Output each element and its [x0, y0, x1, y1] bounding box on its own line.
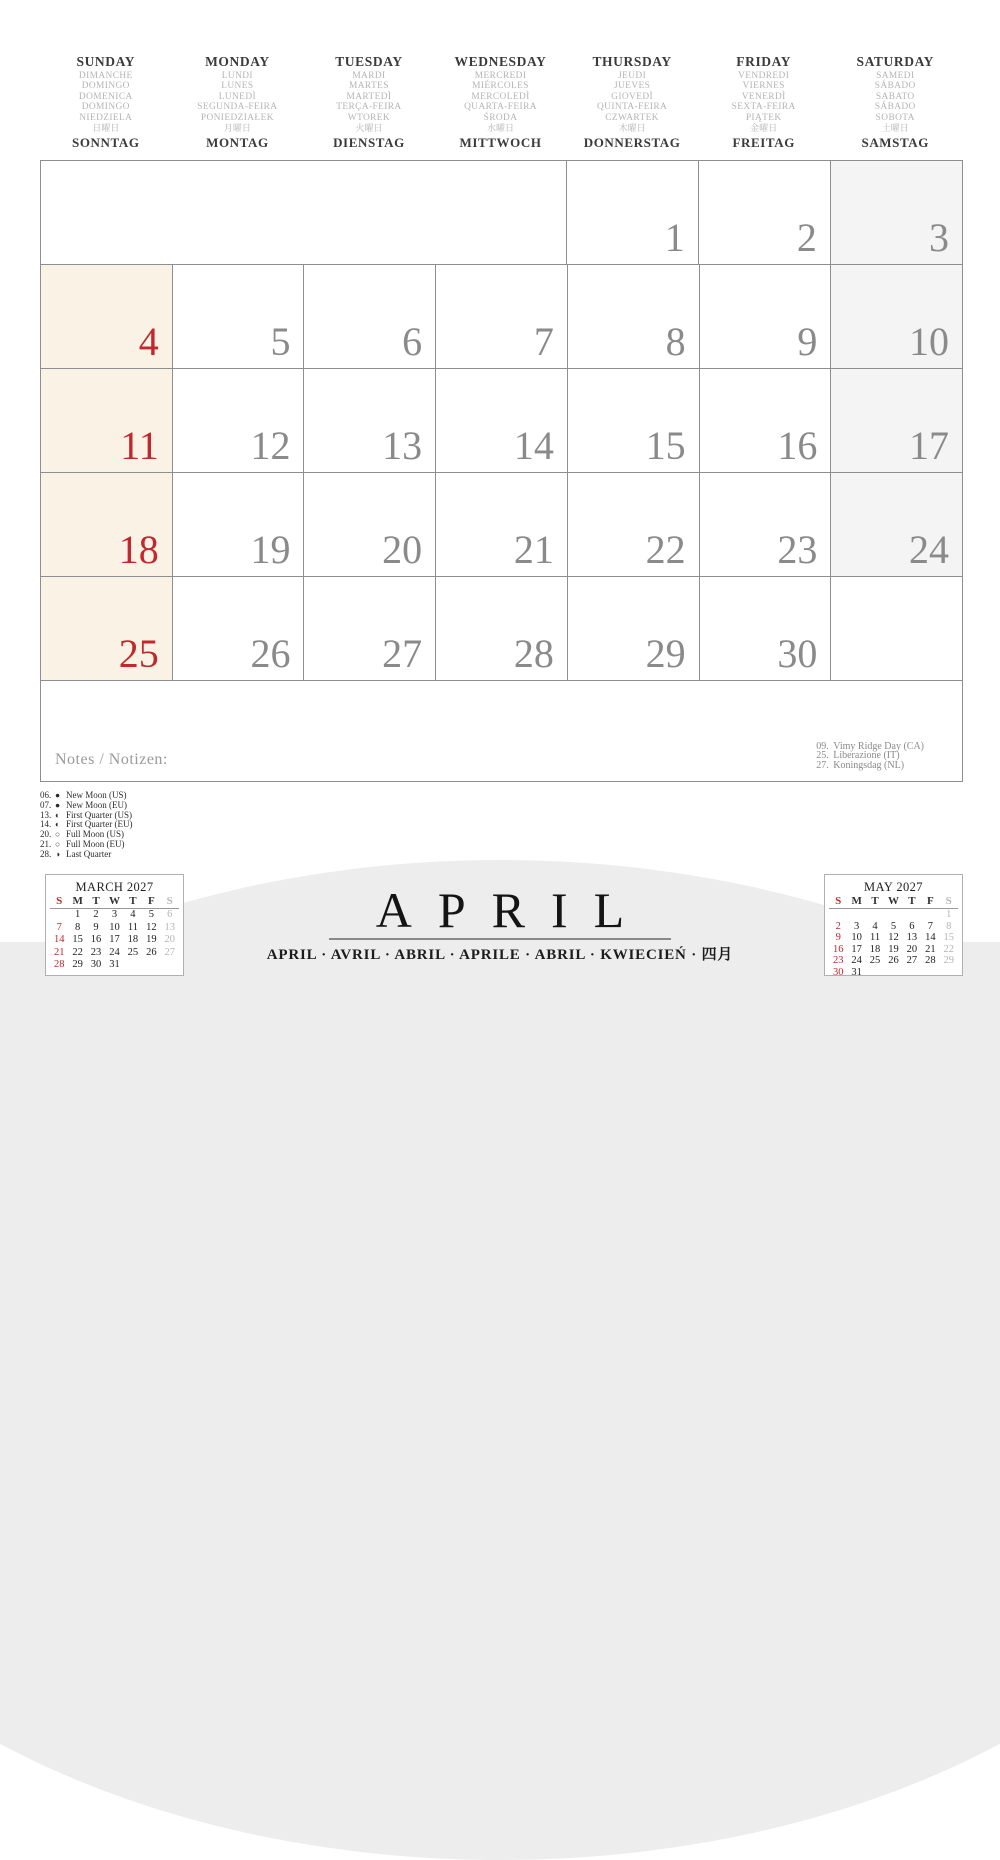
- mini-day: 12: [146, 921, 157, 933]
- title-divider: [329, 938, 671, 940]
- mini-day: 4: [872, 920, 878, 932]
- weekday-translation-label: QUINTA-FEIRA: [597, 102, 668, 113]
- weekday-translation-label: MARTES: [349, 81, 389, 92]
- weekday-german-label: SONNTAG: [72, 135, 140, 151]
- weekday-german-label: SAMSTAG: [861, 135, 930, 151]
- moon-phase-day: 13.: [40, 809, 52, 820]
- mini-day: 15: [72, 934, 83, 946]
- weekday-japanese-label: 火曜日: [355, 123, 383, 134]
- mini-day: 28: [925, 955, 936, 967]
- mini-dow-label: S: [166, 895, 173, 907]
- mini-day: 1: [946, 909, 952, 920]
- holiday-item: [816, 761, 924, 771]
- weekday-translation-label: QUARTA-FEIRA: [464, 102, 537, 113]
- mini-day: 28: [53, 959, 65, 971]
- mini-day: 10: [851, 932, 862, 944]
- mini-day: 18: [869, 943, 881, 955]
- mini-day: 24: [851, 955, 862, 967]
- mini-day: 23: [90, 946, 102, 958]
- weekday-japanese-label: 土曜日: [881, 123, 909, 134]
- weekday-translation-label: NIEDZIELA: [79, 112, 133, 123]
- mini-week-row: [50, 959, 179, 972]
- mini-dow-label: F: [147, 895, 155, 907]
- date-number: 7: [533, 319, 554, 364]
- holiday-day: 25.: [816, 750, 829, 762]
- mini-day: 6: [909, 920, 915, 932]
- mini-day: 12: [888, 932, 899, 944]
- moon-phase-icon: ●: [55, 799, 61, 810]
- date-number: 20: [382, 527, 423, 572]
- day-cell-17: [830, 369, 962, 472]
- day-cell-10: [830, 265, 962, 368]
- day-cell-9: [699, 265, 831, 368]
- date-number: 17: [909, 423, 950, 468]
- moon-phase-day: 28.: [40, 848, 52, 859]
- weekday-header-thursday: [566, 55, 698, 150]
- week-row: [41, 264, 962, 368]
- weekday-translation-label: WTOREK: [347, 112, 391, 123]
- mini-day: 9: [93, 921, 99, 933]
- mini-day-empty: [884, 909, 902, 921]
- moon-phase-name: First Quarter (US): [66, 809, 132, 820]
- mini-week-row: [50, 947, 179, 960]
- moon-phase-legend: [40, 791, 132, 860]
- weekday-primary-label: FRIDAY: [736, 54, 792, 69]
- date-number: 8: [665, 319, 686, 364]
- date-number: 28: [513, 631, 554, 676]
- mini-day-empty: [903, 967, 921, 979]
- moon-phase-icon: ◑: [55, 848, 61, 859]
- weekday-translation-label: SAMEDI: [876, 71, 915, 81]
- day-cell-24: [830, 473, 962, 576]
- day-cell-3: [830, 161, 962, 264]
- mini-day: 31: [109, 959, 120, 971]
- weekday-translation-label: TERÇA-FEIRA: [336, 102, 402, 113]
- holiday-name: Koningsdag (NL): [833, 760, 905, 772]
- weekday-header-friday: [698, 55, 830, 150]
- weekday-japanese-label: 水曜日: [487, 123, 515, 134]
- weekday-header-row: [40, 55, 961, 150]
- mini-day: 9: [835, 932, 841, 944]
- moon-phase-item: [40, 850, 132, 860]
- moon-phase-name: Full Moon (US): [66, 829, 125, 840]
- mini-day-empty: [847, 909, 865, 921]
- weekday-translation-label: JUEVES: [613, 81, 651, 92]
- week-row: [41, 576, 962, 680]
- mini-day: 14: [925, 932, 936, 944]
- mini-calendar-march: [45, 874, 184, 976]
- mini-day: 29: [943, 955, 954, 967]
- month-title: APRIL: [375, 882, 651, 938]
- day-cell-11: [41, 369, 172, 472]
- mini-day: 21: [53, 946, 65, 958]
- weekday-translation-label: PONIEDZIAŁEK: [200, 112, 274, 123]
- weekday-translation-label: GIOVEDÌ: [611, 91, 654, 102]
- mini-dow-label: W: [108, 895, 120, 907]
- mini-day: 16: [90, 934, 102, 946]
- mini-day: 26: [888, 955, 899, 967]
- date-number: 30: [777, 631, 818, 676]
- mini-day: 3: [854, 920, 860, 932]
- moon-phase-icon: ●: [55, 790, 61, 800]
- week-row: [41, 161, 962, 264]
- mini-day: 25: [127, 946, 139, 958]
- date-number: 19: [250, 527, 291, 572]
- date-number: 15: [645, 423, 686, 468]
- mini-week-row: [829, 944, 958, 956]
- day-cell-15: [567, 369, 699, 472]
- mini-dow-label: M: [72, 895, 83, 907]
- date-number: 10: [909, 319, 950, 364]
- day-cell-26: [172, 577, 304, 680]
- mini-calendar-dow-row: [50, 895, 179, 909]
- mini-dow-label: S: [945, 895, 952, 907]
- mini-day: 25: [869, 955, 881, 967]
- weekday-translation-label: ŚRODA: [483, 112, 518, 123]
- date-number: 16: [777, 423, 818, 468]
- date-number: 24: [909, 527, 950, 572]
- weekday-translation-label: MARTEDÌ: [346, 91, 392, 102]
- mini-day: 17: [851, 943, 862, 955]
- moon-phase-name: New Moon (EU): [66, 799, 127, 810]
- weekday-primary-label: THURSDAY: [592, 54, 672, 69]
- weekday-translation-label: SEXTA-FEIRA: [731, 102, 796, 113]
- weekday-header-saturday: [829, 55, 961, 150]
- weekday-header-tuesday: [303, 55, 435, 150]
- mini-week-row: [829, 921, 958, 933]
- weekday-translation-label: MIÉRCOLES: [472, 81, 529, 92]
- date-number: 6: [402, 319, 423, 364]
- moon-phase-day: 21.: [40, 838, 52, 849]
- mini-day-empty: [866, 909, 884, 921]
- day-cell-30: [699, 577, 831, 680]
- mini-day-empty: [921, 967, 939, 979]
- date-number: 21: [513, 527, 554, 572]
- date-number: 12: [250, 423, 291, 468]
- mini-week-row: [829, 967, 958, 979]
- weekday-translation-label: SÁBADO: [874, 102, 916, 113]
- date-number: 13: [382, 423, 423, 468]
- mini-day: 11: [869, 932, 881, 944]
- weekday-japanese-label: 月曜日: [223, 123, 251, 134]
- moon-phase-icon: ◐: [55, 819, 61, 830]
- day-cell-12: [172, 369, 304, 472]
- date-number: 9: [797, 319, 818, 364]
- mini-week-row: [829, 909, 958, 921]
- date-number: 18: [118, 527, 159, 572]
- mini-dow-label: F: [926, 895, 934, 907]
- moon-phase-icon: ○: [55, 829, 61, 840]
- mini-day: 3: [111, 909, 118, 920]
- mini-day: 13: [906, 932, 918, 944]
- mini-day: 27: [906, 955, 918, 967]
- weekday-japanese-label: 金曜日: [750, 123, 778, 134]
- day-cell-21: [435, 473, 567, 576]
- mini-day: 21: [925, 943, 936, 955]
- holiday-day: 27.: [816, 760, 829, 772]
- date-number: 22: [645, 527, 686, 572]
- moon-phase-day: 20.: [40, 829, 52, 840]
- date-number: 26: [250, 631, 291, 676]
- mini-day-empty: [161, 959, 179, 972]
- day-cell-18: [41, 473, 172, 576]
- mini-day: 18: [127, 934, 139, 946]
- mini-dow-label: T: [908, 895, 916, 907]
- moon-phase-name: Last Quarter: [66, 848, 112, 859]
- mini-day-empty: [884, 967, 902, 979]
- moon-phase-day: 07.: [40, 799, 52, 810]
- moon-phase-icon: ◐: [55, 809, 61, 820]
- mini-day: 19: [146, 934, 157, 946]
- mini-dow-label: M: [851, 895, 862, 907]
- weekday-translation-label: MARDI: [352, 71, 386, 81]
- mini-dow-label: S: [56, 895, 63, 907]
- weekday-primary-label: WEDNESDAY: [454, 54, 547, 69]
- weekday-translation-label: LUNEDÌ: [218, 91, 257, 102]
- week-row: [41, 472, 962, 576]
- mini-day: 30: [832, 966, 844, 978]
- mini-day: 14: [53, 934, 65, 946]
- mini-dow-label: T: [92, 895, 100, 907]
- mini-day: 23: [832, 955, 844, 967]
- mini-day: 27: [164, 946, 175, 958]
- weekday-translation-label: DIMANCHE: [78, 71, 133, 81]
- notes-row: [41, 680, 962, 781]
- mini-dow-label: T: [129, 895, 137, 907]
- weekday-translation-label: VENDREDI: [738, 71, 790, 81]
- mini-day: 2: [835, 920, 841, 932]
- weekday-translation-label: MERCREDI: [474, 71, 527, 81]
- mini-day: 5: [890, 920, 897, 932]
- moon-phase-name: Full Moon (EU): [66, 838, 125, 849]
- moon-phase-name: First Quarter (EU): [66, 819, 133, 830]
- holiday-name: Liberazione (IT): [833, 750, 900, 762]
- day-cell-27: [303, 577, 435, 680]
- mini-day: 2: [93, 909, 99, 920]
- weekday-translation-label: LUNES: [221, 81, 254, 92]
- weekday-german-label: DONNERSTAG: [583, 135, 681, 151]
- holiday-name: Vimy Ridge Day (CA): [833, 740, 924, 752]
- mini-week-row: [50, 922, 179, 935]
- holiday-list: [816, 742, 924, 771]
- mini-day-empty: [903, 909, 921, 921]
- mini-day-empty: [940, 967, 958, 979]
- moon-phase-icon: ○: [55, 838, 61, 849]
- weekday-japanese-label: 木曜日: [618, 123, 646, 134]
- mini-day-empty: [921, 909, 939, 921]
- day-cell-25: [41, 577, 172, 680]
- mini-day: 20: [906, 943, 918, 955]
- day-cell-4: [41, 265, 172, 368]
- mini-calendar-may: [824, 874, 963, 976]
- empty-day-cell: [830, 577, 962, 680]
- mini-day: 4: [130, 909, 136, 920]
- moon-phase-day: 14.: [40, 819, 52, 830]
- date-number: 2: [796, 215, 817, 260]
- weekday-primary-label: SATURDAY: [856, 54, 935, 69]
- weekday-header-sunday: [40, 55, 172, 150]
- mini-day: 30: [90, 959, 102, 971]
- day-cell-28: [435, 577, 567, 680]
- mini-day-empty: [829, 909, 847, 921]
- day-cell-6: [303, 265, 435, 368]
- mini-day: 16: [832, 943, 844, 955]
- day-cell-29: [567, 577, 699, 680]
- date-number: 27: [382, 631, 423, 676]
- mini-day: 17: [109, 934, 120, 946]
- day-cell-1: [566, 161, 698, 264]
- mini-calendar-dow-row: [829, 895, 958, 909]
- weekday-translation-label: CZWARTEK: [605, 112, 659, 123]
- date-number: 23: [777, 527, 818, 572]
- mini-day: 13: [164, 921, 175, 933]
- date-number: 25: [118, 631, 159, 676]
- mini-day-empty: [142, 959, 160, 972]
- weekday-translation-label: MERCOLEDÌ: [471, 91, 530, 102]
- moon-phase-day: 06.: [40, 790, 52, 800]
- mini-day: 22: [72, 946, 83, 958]
- notes-label: Notes / Notizen:: [55, 751, 168, 768]
- mini-calendar-title: MAY 2027: [864, 880, 923, 894]
- mini-day-empty: [866, 967, 884, 979]
- mini-day: 7: [927, 920, 933, 932]
- date-number: 14: [513, 423, 554, 468]
- weekday-german-label: MITTWOCH: [459, 135, 542, 151]
- weekday-japanese-label: 日曜日: [92, 123, 120, 134]
- date-number: 4: [138, 319, 159, 364]
- day-cell-14: [435, 369, 567, 472]
- week-row: [41, 368, 962, 472]
- holiday-day: 09.: [816, 740, 829, 752]
- mini-calendar-title: MARCH 2027: [75, 880, 154, 894]
- leading-empty-cell: [41, 161, 566, 264]
- day-cell-2: [698, 161, 830, 264]
- mini-day: 1: [75, 909, 81, 920]
- mini-dow-label: S: [835, 895, 842, 907]
- weekday-translation-label: JEUDI: [618, 71, 647, 81]
- mini-dow-label: T: [871, 895, 879, 907]
- mini-day: 8: [75, 921, 81, 933]
- mini-week-row: [829, 932, 958, 944]
- day-cell-23: [699, 473, 831, 576]
- mini-day: 10: [109, 921, 120, 933]
- day-cell-13: [303, 369, 435, 472]
- month-grid: [40, 160, 963, 782]
- weekday-translation-label: VENERDÌ: [741, 91, 786, 102]
- mini-week-row: [50, 934, 179, 947]
- day-cell-19: [172, 473, 304, 576]
- weekday-translation-label: DOMENICA: [78, 91, 133, 102]
- weekday-german-label: FREITAG: [732, 135, 795, 151]
- day-cell-5: [172, 265, 304, 368]
- weekday-german-label: MONTAG: [206, 135, 269, 151]
- weekday-translation-label: PIĄTEK: [745, 112, 782, 123]
- mini-day-empty: [124, 959, 142, 972]
- day-cell-20: [303, 473, 435, 576]
- weekday-primary-label: SUNDAY: [76, 54, 136, 69]
- day-cell-22: [567, 473, 699, 576]
- mini-day: 15: [943, 932, 954, 944]
- weekday-translation-label: SOBOTA: [875, 112, 915, 123]
- mini-day: 22: [943, 943, 954, 955]
- weekday-primary-label: MONDAY: [205, 54, 270, 69]
- date-number: 29: [645, 631, 686, 676]
- mini-day: 29: [72, 959, 83, 971]
- weekday-primary-label: TUESDAY: [335, 54, 403, 69]
- mini-day: 26: [146, 946, 157, 958]
- mini-day: 8: [946, 920, 952, 932]
- mini-day: 5: [148, 909, 154, 920]
- mini-day: 20: [164, 934, 175, 946]
- mini-week-row: [829, 955, 958, 967]
- weekday-translation-label: SÁBADO: [874, 81, 916, 92]
- month-title-translations: APRIL · AVRIL · ABRIL · APRILE · ABRIL · KWIECIEŃ · 四月: [266, 947, 734, 963]
- date-number: 5: [270, 319, 291, 364]
- moon-phase-name: New Moon (US): [66, 790, 127, 800]
- weekday-header-monday: [172, 55, 304, 150]
- weekday-header-wednesday: [435, 55, 567, 150]
- month-grid-weeks: [41, 161, 962, 680]
- weekday-translation-label: SABATO: [875, 91, 915, 102]
- mini-week-row: [50, 909, 179, 922]
- mini-day: 6: [167, 909, 173, 920]
- mini-day-empty: [50, 909, 68, 922]
- page-curve-dome: [0, 860, 1000, 1860]
- mini-day: 19: [888, 943, 899, 955]
- weekday-german-label: DIENSTAG: [333, 135, 405, 151]
- day-cell-16: [699, 369, 831, 472]
- mini-day: 7: [56, 921, 62, 933]
- mini-day: 24: [109, 946, 120, 958]
- mini-day: 31: [851, 966, 862, 978]
- weekday-translation-label: VIERNES: [742, 81, 785, 92]
- weekday-translation-label: DOMINGO: [81, 102, 130, 113]
- date-number: 1: [664, 215, 685, 260]
- weekday-translation-label: SEGUNDA-FEIRA: [197, 102, 278, 113]
- mini-day: 11: [127, 921, 138, 933]
- date-number: 3: [929, 215, 949, 260]
- weekday-translation-label: LUNDI: [221, 71, 253, 81]
- mini-dow-label: W: [887, 895, 899, 907]
- day-cell-8: [567, 265, 699, 368]
- weekday-translation-label: DOMINGO: [81, 81, 130, 92]
- date-number: 11: [120, 423, 159, 468]
- day-cell-7: [435, 265, 567, 368]
